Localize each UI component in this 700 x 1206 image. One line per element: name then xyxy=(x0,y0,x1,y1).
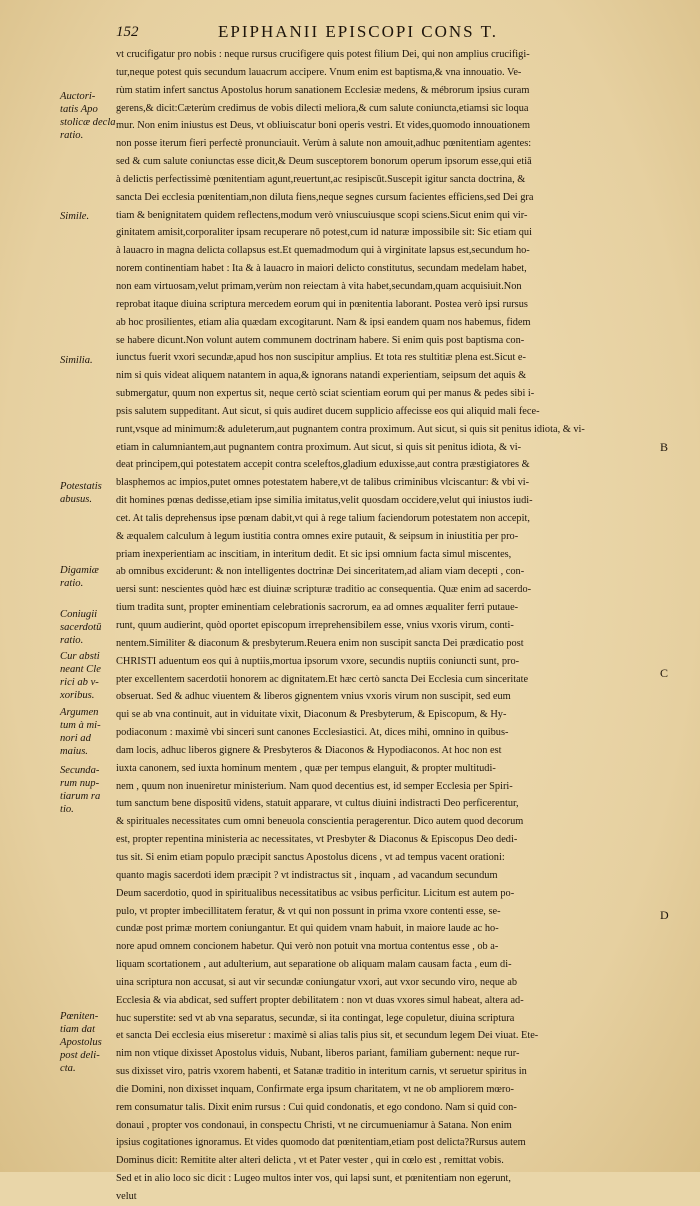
text-line: mur. Non enim iniustus est Deus, vt obliuiscatur boni operis vestri. Et vides,quomodo innouationem xyxy=(116,120,530,132)
text-line: vt crucifigatur pro nobis : neque rursus crucifigere quis potest filium Dei, qui non amplius crucifigi- xyxy=(116,49,530,60)
margin-note: Argumen tum à mi- nori ad maius. xyxy=(60,707,101,757)
text-line: dit homines pœnas dedisse,etiam ipse similia imitatus,velit quosdam occidere,velut qui iniustos iudi- xyxy=(116,495,533,507)
margin-note: Secunda- rum nup- tiarum ra tio. xyxy=(60,765,101,815)
text-line: nem , quum non inueniretur ministerium. Nam quod decentius est, id semper Ecclesia per Spiri- xyxy=(116,780,513,792)
margin-note: Cur absti neant Cle rici ab v- xoribus. xyxy=(60,651,101,701)
text-line: norem continentiam habet : Ita & à lauacro in maiori delicto constitutus, secundam medelam habet, xyxy=(116,263,527,275)
text-line: reprobat itaque diuina scriptura mercedem eorum qui in pœnitentia laborant. Postea verò ipsi rursus xyxy=(116,298,528,310)
text-line: se habere dicunt.Non volunt autem communem doctrinam habere. Si enim quis post baptisma con- xyxy=(116,334,525,346)
text-line: ab hoc prosilientes, etiam alia quædam excogitarunt. Nam & ipsi eandem quam nos habemus, fidem xyxy=(116,316,531,328)
text-line: non eam virtuosam,velut primam,verùm non reiectam à vita habet,secundam,quam acquisiuit.Non xyxy=(116,280,522,292)
text-line: tium tradita sunt, propter eminentiam celebrationis sacrorum, ea ad omnes æqualiter ferri putaue- xyxy=(116,602,519,614)
text-line: etiam in calumniantem,aut pugnantem contra proximum. Aut sicut, si quis sit penitus idiota, & vi- xyxy=(116,441,522,453)
main-text xyxy=(116,46,656,1206)
text-line: & æqualem calculum à legum iustitia contra omnes exire putauit, & seipsum in iniustitia per pro- xyxy=(116,530,519,542)
text-line: à lauacro in magna delicta collapsus est.Et quemadmodum qui à virginitate lapsus est,secundum ho- xyxy=(116,245,530,257)
text-line: iunctus fuerit vxori secundæ,apud hos non suscipitur amplius. Et tota res stultitiæ plena est.Sicut e- xyxy=(116,352,526,364)
text-line: Dominus dicit: Remitite alter alteri delicta , vt et Pater vester , qui in cœlo est , remittat vobis. xyxy=(116,1155,504,1167)
section-letter: C xyxy=(660,666,669,680)
text-line: rem consumatur talis. Dixit enim rursus : Cui quid condonatis, et ego condono. Nam si quid con- xyxy=(116,1101,517,1113)
text-line: & spirituales necessitates cum omni beneuola conscientia peragerentur. Dico autem quod decorum xyxy=(116,816,524,828)
text-line: huc superstite: sed vt ab vna separatus, secundæ, si ita contingat, lege copuletur, diuina scriptura xyxy=(116,1012,515,1024)
text-line: obseruat. Sed & adhuc viuentem & liberos gignentem vnius vxoris virum non suscipit, sed eum xyxy=(116,691,511,703)
margin-note: Potestatis abusus. xyxy=(60,481,102,505)
text-line: gerens,& dicit:Cæterùm credimus de vobis dilecti meliora,& cum salute coniuncta,etiamsi sic loqua xyxy=(116,102,529,114)
text-line: uersi sunt: nescientes quòd hæc est diuinæ scripturæ traditio ac consequentia. Quæ enim ad sacerdo- xyxy=(116,584,532,596)
text-line: ab omnibus exciderunt: & non intelligentes doctrinæ Dei sinceritatem,ad aliam viam decepti , con- xyxy=(116,566,525,578)
text-line: die Domini, non dixisset inquam, Confirmate erga ipsum charitatem, vt ne ob ampliorem mœro- xyxy=(116,1083,514,1095)
text-line: tiam & benignitatem quidem reflectens,modum verò vniuscuiusque scopi sciens.Sicut enim qui vir- xyxy=(116,209,528,221)
text-line: pter excellentem sacerdotii honorem ac dignitatem.Et hæc certò sancta Dei Ecclesia cum sinceritate xyxy=(116,673,529,685)
text-line: liquam scortationem , aut adulterium, aut separatione ob aliquam malam causam facta , eum di- xyxy=(116,959,512,971)
text-line: uina scriptura non accusat, si aut vir secundæ coniungatur vxori, aut vxor secundo viro, neque ab xyxy=(116,976,517,988)
text-line: Ecclesia & via abdicat, sed suffert propter debilitatem : non vt duas vxores simul habeat, altera ad- xyxy=(116,994,524,1006)
text-line: nentem.Similiter & diaconum & presbyterum.Reuera enim non suscipit sancta Dei prædicatio post xyxy=(116,637,524,649)
text-line: non posse iterum fieri perfectè pronunciauit. Verùm à salute non amouit,adhuc pœnitentiam agentes: xyxy=(116,138,532,150)
text-line: runt, quum audierint, quòd oportet episcopum irreprehensibilem esse, vnius vxoris virum, conti- xyxy=(116,620,514,631)
text-line: Sed et in alio loco sic dicit : Lugeo multos inter vos, qui lapsi sunt, et pœnitentiam non egerunt, xyxy=(116,1173,512,1185)
text-line: Deum sacerdotio, quod in spiritualibus necessitatibus ac vsibus perficitur. Licitum est autem po- xyxy=(116,887,515,899)
margin-note: Auctori- tatis Apo stolicæ decla ratio. xyxy=(60,91,116,141)
text-line: qui se ab vna continuit, aut in viduitate vixit, Diaconum & Presbyterum, & Episcopum, & Hy- xyxy=(116,709,507,721)
text-line: velut xyxy=(116,1191,137,1202)
text-line: dam locis, adhuc liberos gignere & Presbyteros & Diaconos & Hypodiaconos. At hoc non est xyxy=(116,744,502,756)
text-line: ipsius cogitationes ignoramus. Et vides quomodo dat pœnitentiam,etiam post delicta?Rursus autem xyxy=(116,1137,526,1149)
text-line: donaui , propter vos condonaui, in conspectu Christi, vt ne circumueniamur à Satana. Non enim xyxy=(116,1119,512,1131)
running-title: EPIPHANII EPISCOPI CONS T. xyxy=(218,22,498,41)
text-line: sus dixisset viro, patris vxorem habenti, et Satanæ traditio in interitum carnis, vt seruetur spiritus in xyxy=(116,1066,527,1078)
text-line: podiaconum : maximè vbi sinceri sunt canones Ecclesiastici. At, dices mihi, omnino in quibus- xyxy=(116,727,509,739)
text-line: nim non vtique dixisset Apostolus viduis, Nubant, liberos pariant, familiam gubernent: neque rur- xyxy=(116,1048,520,1060)
text-line: iuxta canonem, sed iuxta hominum mentem , quæ per tempus elanguit, & propter multitudi- xyxy=(116,762,496,774)
page-header xyxy=(0,20,700,46)
page-number: 152 xyxy=(116,24,139,40)
text-line: tum sanctum bene dispositū videns, statuit apparare, vt cultus diuini indistracti Deo perficerentur, xyxy=(116,798,519,810)
margin-note: Pœniten- tiam dat Apostolus post deli- cta. xyxy=(60,1011,102,1074)
text-line: nim si quis videat aliquem natantem in aqua,& ignorans natandi experientiam, seipsum det aquis & xyxy=(116,370,527,382)
text-line: ginitatem amisit,corporaliter ipsam recuperare nō potest,cum id naturæ impossibile sit: Sic etiam qui xyxy=(116,227,532,239)
text-line: submergatur, quum non expertus sit, neque certò sciat scientiam eorum qui per manus & pedes sibi i- xyxy=(116,388,535,400)
text-line: blasphemos ac impios,putet omnes potestatem habere,vt de talibus criminibus vlciscantur: & vbi vi- xyxy=(116,477,530,489)
section-letter: D xyxy=(660,908,669,922)
text-line: CHRISTI aduentum eos qui à nuptiis,mortua ipsorum vxore, secundis nuptiis coniuncti sunt, pro- xyxy=(116,655,520,667)
text-line: quanto magis sacerdoti idem præcipit ? vt indistractus sit , inquam , ad vacandum secundum xyxy=(116,869,498,881)
text-line: pulo, vt propter imbecillitatem feratur, & vt qui non possunt in prima vxore contenti esse, se- xyxy=(116,905,501,917)
text-line: tus sit. Si enim etiam populo præcipit sanctus Apostolus dicens , vt ad tempus vacent orationi: xyxy=(116,851,505,863)
text-line: deat principem,qui potestatem accepit contra sceleftos,gladium eduxisse,aut contra præstigiatores & xyxy=(116,459,530,471)
text-line: runt,vsque ad minimum:& aduleterum,aut pugnantem contra proximum. Aut sicut, si quis sit penitus idiota, & vi- xyxy=(116,423,585,435)
text-line: à delictis perfectissimè pœnitentiam agunt,reuertunt,ac resipiscūt.Suscepit igitur sancta doctrina, & xyxy=(116,173,526,185)
text-line: cundæ post primæ mortem coniungantur. Et qui quidem vnam habuit, in maiore laude ac ho- xyxy=(116,923,499,935)
margin-note: Similia. xyxy=(60,355,93,366)
text-line: psis salutem suppeditant. Aut sicut, si quis audiret ducem supplicio affecisse eos qui aliquid mali fece- xyxy=(116,405,540,417)
margin-note: Digamiæ ratio. xyxy=(60,565,99,589)
text-line: est, propter repentina ministeria ac necessitates, vt Presbyter & Diaconus & Episcopus Deo dedi- xyxy=(116,834,518,846)
text-line: cet. At talis deprehensus ipse pœnam dabit,vt qui à rege talium faciendorum potestatem non accepit, xyxy=(116,512,530,524)
section-letter: B xyxy=(660,440,669,454)
text-line: tur,neque potest quis secundum lauacrum accipere. Vnum enim est baptisma,& vna innouatio. Ve- xyxy=(116,66,522,78)
text-line: priam inexperientiam ac inscitiam, in interitum dedit. Et sic ipsi omnium facta simul miscentes, xyxy=(116,548,512,560)
text-line: rùm statim infert sanctus Apostolus horum sanationem Ecclesiæ medens, & mébrorum ipsius curam xyxy=(116,84,530,96)
margin-note: Coniugii sacerdotū ratio. xyxy=(60,609,102,646)
margin-note: Simile. xyxy=(60,211,90,222)
text-line: sancta Dei ecclesia pœnitentiam,non diluta fiens,neque segnes cursum facientes efficiens,sed Dei gra xyxy=(116,191,534,203)
text-line: nore apud omnem concionem habetur. Qui verò non potuit vna mortua contentus esse , ob a- xyxy=(116,941,499,953)
text-line: et sancta Dei ecclesia eius miseretur : maximè si alias talis pius sit, et secundum legem Dei viuat. Ete- xyxy=(116,1030,539,1042)
text-line: sed & cum salute coniunctas esse dicit,& Deum susceptorem bonorum operum ipsorum esse,qui etiā xyxy=(116,156,532,168)
